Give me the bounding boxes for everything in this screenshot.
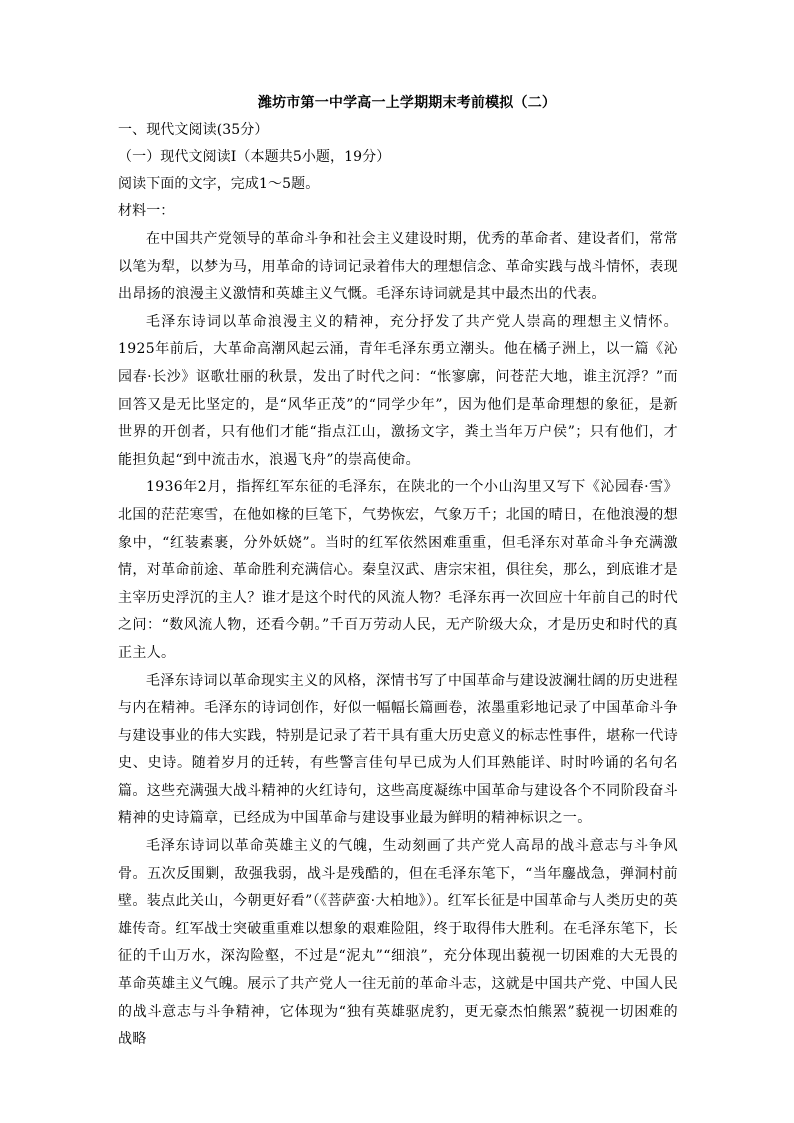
paragraph-5: 毛泽东诗词以革命英雄主义的气魄，生动刻画了共产党人高昂的战斗意志与斗争风骨。五次反围剿，敌强我弱，战斗是残酷的，但在毛泽东笔下，“当年鏖战急，弹洞村前壁。装点此关山，今朝更好看”（《菩萨蛮·大柏地》）。红军长征是中国革命与人类历史的英雄传奇。红军战士突破重重难以想象的艰难险阻，终于取得伟大胜利。在毛泽东笔下，长征的千山万水，深沟险壑，不过是“泥丸”“细浪”，充分体现出藐视一切困难的大无畏的革命英雄主义气魄。展示了共产党人一往无前的革命斗志，这就是中国共产党、中国人民的战斗意志与斗争精神，它体现为“独有英雄驱虎豹，更无豪杰怕熊罴”藐视一切困难的战略 [118, 838, 678, 1048]
material-label: 材料一： [118, 203, 175, 219]
document-page [118, 92, 678, 1054]
paragraph-4: 毛泽东诗词以革命现实主义的风格，深情书写了中国革命与建设波澜壮阔的历史进程与内在精神。毛泽东的诗词创作，好似一幅幅长篇画卷，浓墨重彩地记录了中国革命斗争与建设事业的伟大实践，特别是记录了若干具有重大历史意义的标志性事件，堪称一代诗史、史诗。随着岁月的迁转，有些警言佳句早已成为人们耳熟能详、时时吟诵的名句名篇。这些充满强大战斗精神的火红诗句，这些高度凝练中国革命与建设各个不同阶段奋斗精神的史诗篇章，已经成为中国革命与建设事业最为鲜明的精神标识之一。 [118, 672, 678, 827]
paragraph-3: 1936年2月，指挥红军东征的毛泽东，在陕北的一个小山沟里又写下《沁园春·雪》北国的茫茫寒雪，在他如椽的巨笔下，气势恢宏，气象万千；北国的晴日，在他浪漫的想象中，“红装素裹，分外妖娆”。当时的红军依然困难重重，但毛泽东对革命斗争充满激情，对革命前途、革命胜利充满信心。秦皇汉武、唐宗宋祖，俱往矣，那么，到底谁才是主宰历史浮沉的主人？谁才是这个时代的风流人物？毛泽东再一次回应十年前自己的时代之问：“数风流人物，还看今朝。”千百万劳动人民，无产阶级大众，才是历史和时代的真正主人。 [118, 479, 678, 661]
document-title: 潍坊市第一中学高一上学期期末考前模拟（二） [257, 95, 557, 111]
paragraph-2: 毛泽东诗词以革命浪漫主义的精神，充分抒发了共产党人崇高的理想主义情怀。1925年前后，大革命高潮风起云涌，青年毛泽东勇立潮头。他在橘子洲上，以一篇《沁园春·长沙》讴歌壮丽的秋景，发出了时代之问：“怅寥廓，问苍茫大地，谁主沉浮？”而回答又是无比坚定的，是“风华正茂”的“同学少年”，因为他们是革命理想的象征，是新世界的开创者，只有他们才能“指点江山，激扬文字，粪土当年万户侯”；只有他们，才能担负起“到中流击水，浪遏飞舟”的崇高使命。 [118, 313, 678, 468]
paragraph-1: 在中国共产党领导的革命斗争和社会主义建设时期，优秀的革命者、建设者们，常常以笔为犁，以梦为马，用革命的诗词记录着伟大的理想信念、革命实践与战斗情怀，表现出昂扬的浪漫主义激情和英雄主义气慨。毛泽东诗词就是其中最杰出的代表。 [118, 231, 678, 303]
material-body [118, 226, 678, 1054]
instruction-text: 阅读下面的文字，完成1～5题。 [118, 176, 320, 192]
section-heading: 一、现代文阅读(35分） [118, 122, 269, 138]
subsection-heading: （一）现代文阅读Ⅰ（本题共5小题，19分） [118, 149, 391, 165]
